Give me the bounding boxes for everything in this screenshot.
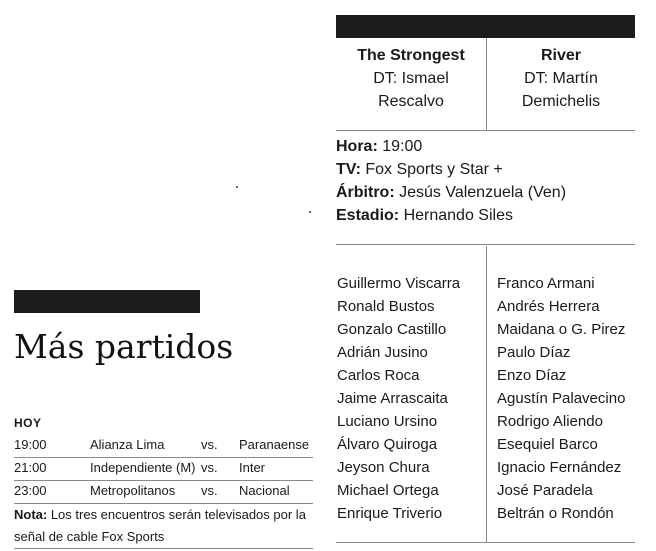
scan-speck: [309, 211, 311, 213]
match-row: [14, 434, 313, 457]
home-player: Álvaro Quiroga: [337, 436, 438, 453]
away-player: José Paradela: [497, 482, 593, 499]
away-player: Beltrán o Rondón: [497, 505, 614, 522]
match-vs: vs.: [201, 460, 218, 475]
away-team-name: River: [540, 47, 582, 64]
away-player: Paulo Díaz: [497, 344, 571, 361]
home-player: Enrique Triverio: [337, 505, 443, 522]
away-player: Ignacio Fernández: [497, 459, 622, 476]
match-home: Metropolitanos: [90, 483, 176, 498]
match-home: Alianza Lima: [90, 437, 165, 452]
info-bottom-rule: [336, 244, 635, 245]
match-info: [336, 135, 566, 227]
home-player: Carlos Roca: [337, 367, 420, 384]
home-player: Luciano Ursino: [337, 413, 438, 430]
home-player: Adrián Jusino: [337, 344, 428, 361]
lineup-divider: [486, 246, 487, 542]
scan-speck: [236, 186, 238, 188]
away-player: Franco Armani: [497, 275, 595, 292]
match-row: [14, 480, 313, 503]
home-player: Michael Ortega: [337, 482, 439, 499]
home-coach-line2: Rescalvo: [378, 93, 444, 110]
home-lineup: [337, 272, 460, 525]
lineup-bottom-rule: [336, 542, 635, 543]
match-away: Paranaense: [239, 437, 310, 452]
match-header-bar: [336, 15, 635, 38]
more-matches-bar: [14, 290, 200, 313]
match-vs: vs.: [201, 437, 218, 452]
match-row: [14, 457, 313, 480]
note-bottom-rule: [14, 548, 313, 549]
away-player: Agustín Palavecino: [497, 390, 626, 407]
more-matches-title: Más partidos: [14, 327, 234, 366]
match-time: 23:00: [14, 483, 47, 498]
match-away: Nacional: [239, 483, 290, 498]
home-team-block: [336, 44, 486, 113]
match-home: Independiente (M): [90, 460, 196, 475]
match-vs: vs.: [201, 483, 218, 498]
home-coach-line1: DT: Ismael: [373, 70, 449, 87]
away-coach-line1: DT: Martín: [524, 70, 598, 87]
day-label: HOY: [14, 416, 42, 430]
away-player: Enzo Díaz: [497, 367, 567, 384]
home-player: Gonzalo Castillo: [337, 321, 447, 338]
away-player: Andrés Herrera: [497, 298, 600, 315]
match-time: 19:00: [14, 437, 47, 452]
match-away: Inter: [239, 460, 266, 475]
info-hora: Hora: 19:00: [336, 138, 423, 155]
away-lineup: [497, 272, 625, 525]
info-tv: TV: Fox Sports y Star +: [336, 161, 503, 178]
home-team-name: The Strongest: [357, 47, 465, 64]
away-coach-line2: Demichelis: [521, 93, 601, 110]
note-text: Los tres encuentros serán televisados por la señal de cable Fox Sports: [14, 507, 306, 544]
home-player: Jeyson Chura: [337, 459, 430, 476]
away-player: Maidana o G. Pirez: [497, 321, 626, 338]
away-player: Esequiel Barco: [497, 436, 598, 453]
away-player: Rodrigo Aliendo: [497, 413, 603, 430]
teams-bottom-rule: [336, 130, 635, 131]
home-player: Jaime Arrascaita: [337, 390, 448, 407]
info-estadio: Estadio: Hernando Siles: [336, 207, 513, 224]
info-arbitro: Árbitro: Jesús Valenzuela (Ven): [336, 184, 567, 201]
note-label: Nota:: [14, 507, 48, 522]
broadcast-note: [14, 504, 314, 548]
match-time: 21:00: [14, 460, 47, 475]
away-team-block: [486, 44, 636, 113]
home-player: Ronald Bustos: [337, 298, 435, 315]
home-player: Guillermo Viscarra: [337, 275, 461, 292]
